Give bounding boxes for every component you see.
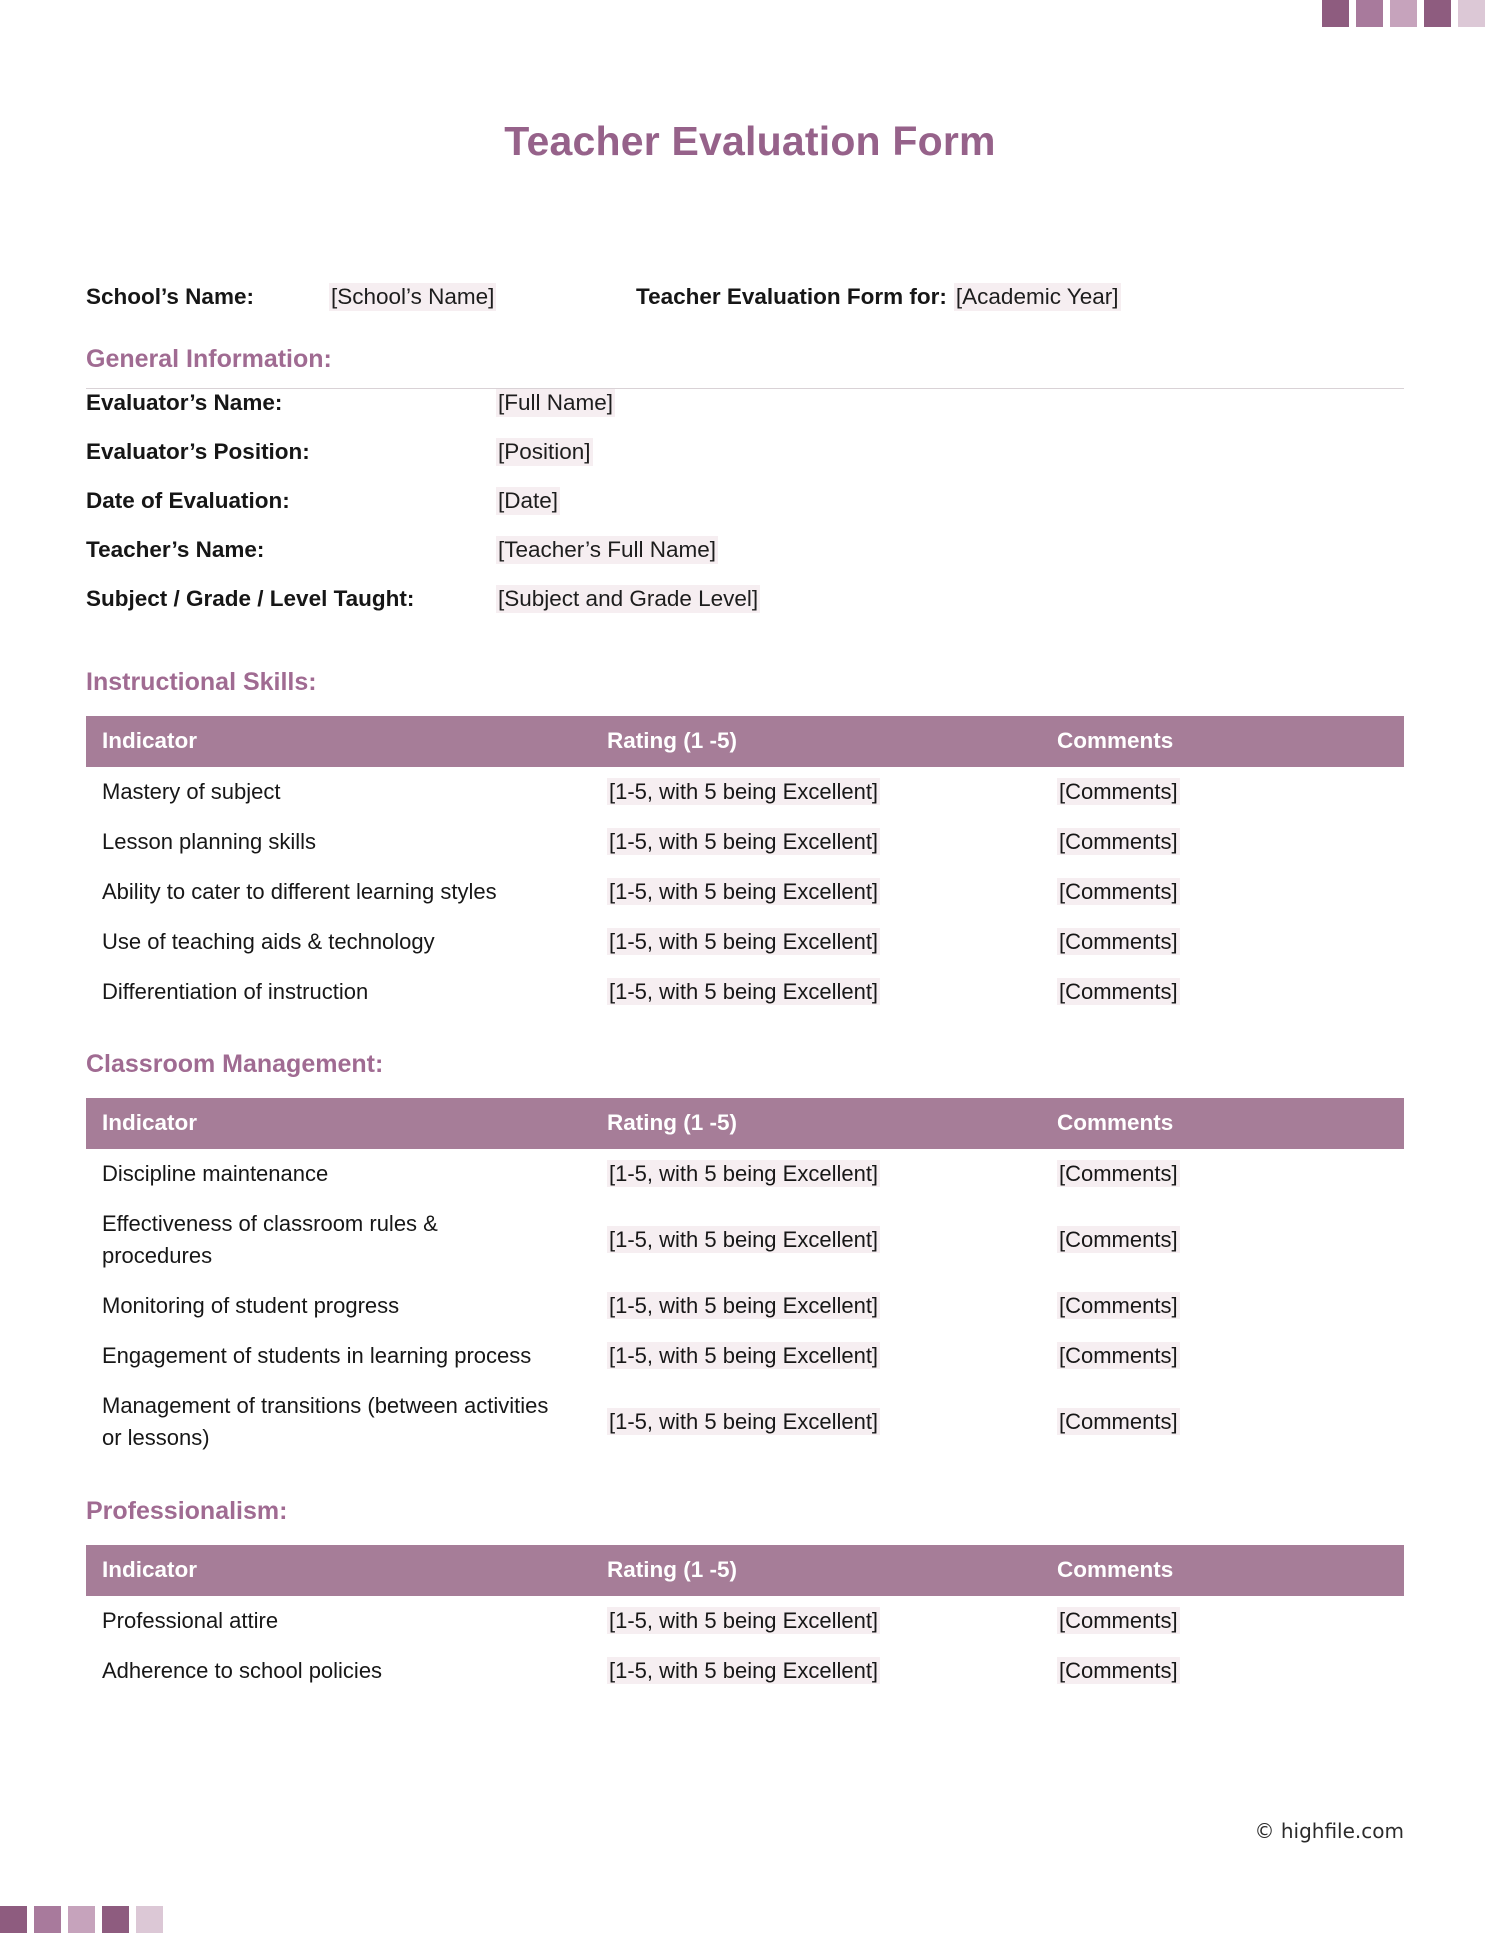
academic-year-field [636, 283, 1121, 311]
rating-placeholder[interactable]: [1-5, with 5 being Excellent] [609, 978, 879, 1004]
cell-comments[interactable] [1041, 917, 1404, 967]
cell-indicator: Management of transitions (between activities or lessons) [102, 1392, 549, 1450]
column-header-indicator: Indicator [86, 1098, 591, 1149]
footer-copyright: © highfile.com [1254, 1819, 1404, 1843]
cell-comments[interactable] [1041, 967, 1404, 1017]
table-row [86, 1381, 1404, 1463]
cell-comments[interactable] [1041, 1596, 1404, 1646]
decorative-squares-bottom-left [0, 1906, 163, 1933]
cell-rating[interactable] [591, 767, 1041, 817]
rating-placeholder[interactable]: [1-5, with 5 being Excellent] [609, 1408, 879, 1434]
comments-placeholder[interactable]: [Comments] [1059, 1161, 1178, 1187]
comments-placeholder[interactable]: [Comments] [1059, 1408, 1178, 1434]
cell-indicator: Adherence to school policies [102, 1657, 383, 1683]
general-info-value[interactable]: [Date] [498, 488, 559, 513]
table-row [86, 1331, 1404, 1381]
general-info-row [86, 487, 1404, 536]
cell-rating[interactable] [591, 1381, 1041, 1463]
cell-indicator: Lesson planning skills [102, 828, 317, 854]
general-info-value[interactable]: [Position] [498, 439, 591, 464]
table-row [86, 767, 1404, 817]
comments-placeholder[interactable]: [Comments] [1059, 928, 1178, 954]
cell-rating[interactable] [591, 1281, 1041, 1331]
general-info-row [86, 389, 1404, 438]
comments-placeholder[interactable]: [Comments] [1059, 828, 1178, 854]
decorative-square-5 [1458, 0, 1485, 27]
general-info-label: Evaluator’s Position: [86, 439, 310, 464]
table-row [86, 817, 1404, 867]
cell-rating[interactable] [591, 817, 1041, 867]
general-info-label: Subject / Grade / Level Taught: [86, 586, 415, 611]
school-name-field [86, 283, 636, 311]
cell-rating[interactable] [591, 967, 1041, 1017]
cell-indicator: Differentiation of instruction [102, 978, 369, 1004]
decorative-square-4 [1424, 0, 1451, 27]
column-header-rating: Rating (1 -5) [591, 1098, 1041, 1149]
section-heading: Instructional Skills: [86, 668, 317, 696]
comments-placeholder[interactable]: [Comments] [1059, 1293, 1178, 1319]
comments-placeholder[interactable]: [Comments] [1059, 779, 1178, 804]
column-header-comments: Comments [1041, 716, 1404, 767]
meta-row [86, 283, 1404, 311]
school-name-label: School’s Name: [86, 284, 254, 309]
table-row [86, 867, 1404, 917]
document-content [86, 0, 1404, 1695]
general-info-row [86, 438, 1404, 487]
comments-placeholder[interactable]: [Comments] [1059, 1227, 1178, 1253]
cell-rating[interactable] [591, 1331, 1041, 1381]
column-header-rating: Rating (1 -5) [591, 1545, 1041, 1596]
decorative-square-4 [102, 1906, 129, 1933]
comments-placeholder[interactable]: [Comments] [1059, 1607, 1178, 1633]
section-heading: Classroom Management: [86, 1050, 384, 1079]
cell-indicator: Monitoring of student progress [102, 1293, 400, 1319]
table-header-row [86, 716, 1404, 767]
cell-rating[interactable] [591, 917, 1041, 967]
general-info-value[interactable]: [Full Name] [498, 390, 614, 415]
table-row [86, 1646, 1404, 1696]
general-info-label: Evaluator’s Name: [86, 390, 283, 415]
cell-indicator: Ability to cater to different learning styles [102, 878, 497, 904]
general-info-label: Teacher’s Name: [86, 537, 265, 562]
cell-rating[interactable] [591, 1149, 1041, 1199]
table-row [86, 917, 1404, 967]
section-heading: Professionalism: [86, 1496, 288, 1525]
rating-placeholder[interactable]: [1-5, with 5 being Excellent] [609, 1293, 879, 1319]
comments-placeholder[interactable]: [Comments] [1059, 1343, 1178, 1369]
cell-rating[interactable] [591, 867, 1041, 917]
table-header-row [86, 1098, 1404, 1149]
general-info-value[interactable]: [Subject and Grade Level] [498, 586, 759, 611]
table-row [86, 1149, 1404, 1199]
cell-comments[interactable] [1041, 1281, 1404, 1331]
academic-year-label: Teacher Evaluation Form for: [636, 284, 947, 309]
column-header-rating: Rating (1 -5) [591, 716, 1041, 767]
cell-comments[interactable] [1041, 1199, 1404, 1281]
rating-table [86, 716, 1404, 1016]
general-info-row [86, 536, 1404, 585]
cell-indicator: Use of teaching aids & technology [102, 928, 435, 954]
rating-placeholder[interactable]: [1-5, with 5 being Excellent] [609, 1607, 879, 1633]
comments-placeholder[interactable]: [Comments] [1059, 1657, 1178, 1683]
column-header-comments: Comments [1041, 1098, 1404, 1149]
cell-rating[interactable] [591, 1199, 1041, 1281]
table-row [86, 967, 1404, 1017]
rating-sections [86, 668, 1404, 1695]
general-info-row [86, 585, 1404, 634]
column-header-comments: Comments [1041, 1545, 1404, 1596]
column-header-indicator: Indicator [86, 716, 591, 767]
general-info-value[interactable]: [Teacher’s Full Name] [498, 537, 717, 562]
rating-table [86, 1545, 1404, 1696]
table-header-row [86, 1545, 1404, 1596]
cell-indicator: Engagement of students in learning process [102, 1343, 532, 1369]
cell-indicator: Mastery of subject [102, 779, 281, 804]
decorative-square-2 [34, 1906, 61, 1933]
general-information-list [86, 389, 1404, 634]
academic-year-value[interactable]: [Academic Year] [955, 284, 1119, 309]
school-name-value[interactable]: [School’s Name] [331, 284, 495, 309]
cell-comments[interactable] [1041, 1381, 1404, 1463]
decorative-square-5 [136, 1906, 163, 1933]
section-heading-general-information: General Information: [86, 345, 1404, 389]
cell-comments[interactable] [1041, 817, 1404, 867]
table-row [86, 1281, 1404, 1331]
cell-comments[interactable] [1041, 1646, 1404, 1696]
rating-placeholder[interactable]: [1-5, with 5 being Excellent] [609, 1227, 879, 1253]
cell-comments[interactable] [1041, 1149, 1404, 1199]
decorative-square-1 [0, 1906, 27, 1933]
rating-placeholder[interactable]: [1-5, with 5 being Excellent] [609, 1161, 879, 1187]
cell-comments[interactable] [1041, 1331, 1404, 1381]
comments-placeholder[interactable]: [Comments] [1059, 878, 1178, 904]
rating-placeholder[interactable]: [1-5, with 5 being Excellent] [609, 779, 879, 804]
cell-indicator: Discipline maintenance [102, 1161, 329, 1187]
cell-rating[interactable] [591, 1646, 1041, 1696]
decorative-square-3 [68, 1906, 95, 1933]
rating-placeholder[interactable]: [1-5, with 5 being Excellent] [609, 928, 879, 954]
comments-placeholder[interactable]: [Comments] [1059, 978, 1178, 1004]
rating-placeholder[interactable]: [1-5, with 5 being Excellent] [609, 878, 879, 904]
cell-rating[interactable] [591, 1596, 1041, 1646]
column-header-indicator: Indicator [86, 1545, 591, 1596]
rating-table [86, 1098, 1404, 1462]
general-info-label: Date of Evaluation: [86, 488, 290, 513]
page-title: Teacher Evaluation Form [504, 118, 996, 164]
rating-placeholder[interactable]: [1-5, with 5 being Excellent] [609, 1343, 879, 1369]
rating-placeholder[interactable]: [1-5, with 5 being Excellent] [609, 1657, 879, 1683]
table-row [86, 1596, 1404, 1646]
rating-placeholder[interactable]: [1-5, with 5 being Excellent] [609, 828, 879, 854]
cell-indicator: Professional attire [102, 1607, 279, 1633]
table-row [86, 1199, 1404, 1281]
cell-comments[interactable] [1041, 767, 1404, 817]
cell-indicator: Effectiveness of classroom rules & procedures [102, 1211, 438, 1269]
cell-comments[interactable] [1041, 867, 1404, 917]
